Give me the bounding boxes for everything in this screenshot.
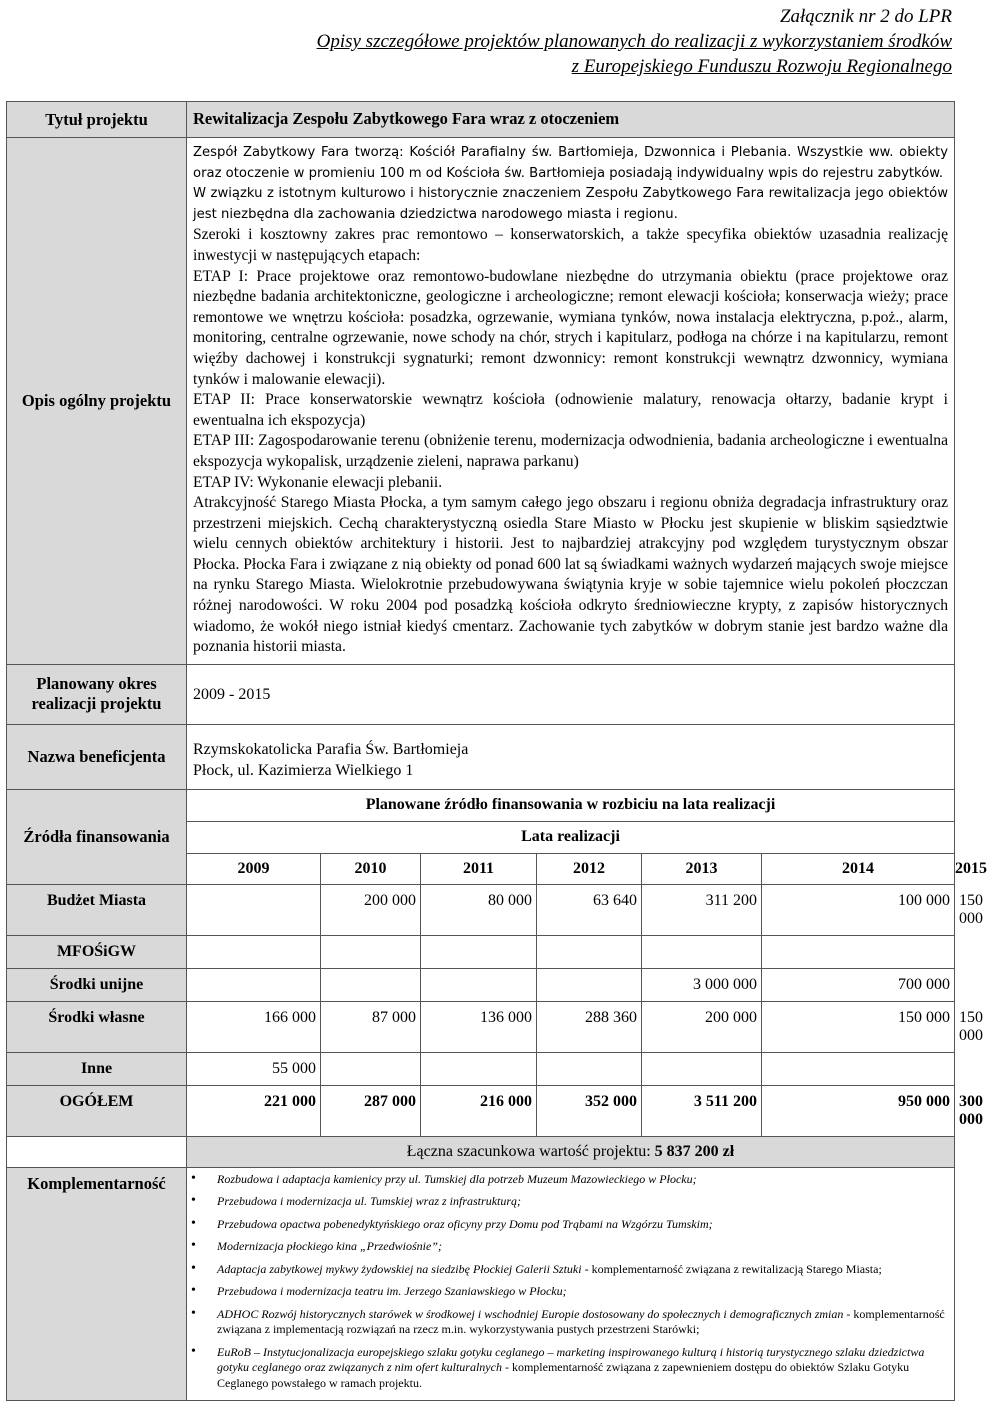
- description-paragraph: Atrakcyjność Starego Miasta Płocka, a tym samym całego jego obszaru i regionu obniża degradacja infrastruktury oraz przestrzeni miejskich. Cechą charakterystyczną osiedla Stare Miasto w Płocku jest skupienie w bliskim sąsiedztwie wielu cennych obiektów architektury i historii. Jest to najbardziej atrakcyjny pod względem turystycznym obszar Płocka. Płocka Fara i związane z nią obiekty od ponad 600 lat są świadkami ważnych wydarzeń mających swoje miejsce na rynku Starego Miasta. Wielokrotnie przebudowywana świątynia kryje w sobie tajemnice wielu pokoleń płoczczan różnej narodowości. W roku 2004 pod posadzką kościoła odkryto średniowieczne krypty, z zapisów historycznych wiadomo, że wokół niego istniał kiedyś cmentarz. Zachowanie tych zabytków w dobrym stanie jest bardzo ważne dla poznania historii miasta.: [193, 494, 949, 656]
- project-period: 2009 - 2015: [187, 664, 955, 724]
- value-cell: 221 000: [187, 1085, 321, 1136]
- value-cell: 200 000: [642, 1001, 762, 1052]
- list-item: [217, 1172, 950, 1188]
- value-cell: 352 000: [537, 1085, 642, 1136]
- value-cell: 3 000 000: [642, 968, 762, 1001]
- list-item-title: ADHOC Rozwój historycznych starówek w środkowej i wschodniej Europie dostosowany do społecznych i demograficznych zmian: [217, 1306, 844, 1321]
- beneficiary: [187, 724, 955, 789]
- value-cell: [642, 1052, 762, 1085]
- list-item: [217, 1262, 950, 1278]
- financing-row: Środki własne 166 000 87 000 136 000 288 360 200 000 150 000 150 000: [7, 1001, 955, 1052]
- value-cell: 3 511 200: [642, 1085, 762, 1136]
- description-stage-2: ETAP II: Prace konserwatorskie wewnątrz kościoła (odnowienie malatury, renowacja ołtarzy, badanie krypt i ewentualna ich ekspozycja): [193, 391, 949, 429]
- list-item-title: Rozbudowa i adaptacja kamienicy przy ul. Tumskiej dla potrzeb Muzeum Mazowieckiego w Płocku;: [217, 1171, 697, 1186]
- label-period: Planowany okres realizacji projektu: [7, 664, 187, 724]
- value-cell: [762, 935, 955, 968]
- complementarity-list: [187, 1168, 954, 1401]
- row-label: OGÓŁEM: [7, 1085, 187, 1136]
- value-cell: 136 000: [421, 1001, 537, 1052]
- row-label: Budżet Miasta: [7, 884, 187, 935]
- year-header: 2009: [187, 853, 321, 884]
- label-complementarity: Komplementarność: [7, 1167, 187, 1401]
- description-paragraph: W związku z istotnym kulturowo i historycznie znaczeniem Zespołu Zabytkowego Fara rewitalizacja jego obiektów jest niezbędna dla zachowania dziedzictwa narodowego miasta i regionu.: [193, 186, 949, 222]
- value-cell: [762, 1052, 955, 1085]
- year-header: 2010: [321, 853, 421, 884]
- value-cell: 87 000: [321, 1001, 421, 1052]
- document-title-line1: Opisy szczegółowe projektów planowanych do realizacji z wykorzystaniem środków: [316, 31, 952, 52]
- row-label: MFOŚiGW: [7, 935, 187, 968]
- attachment-label: Załącznik nr 2 do LPR: [779, 6, 952, 27]
- list-item-title: EuRoB – Instytucjonalizacja europejskiego szlaku gotyku ceglanego – marketing inspirowanego kulturą i historią turystycznego szlaku dziedzictwa gotyku ceglanego oraz związanych z nim ofert kulturalnych: [217, 1344, 925, 1375]
- value-cell: [537, 1052, 642, 1085]
- list-item-title: Adaptacja zabytkowej mykwy żydowskiej na siedzibę Płockiej Galerii Sztuki: [217, 1261, 582, 1276]
- list-item-title: Przebudowa i modernizacja teatru im. Jerzego Szaniawskiego w Płocku;: [217, 1284, 567, 1299]
- list-item-note: - komplementarność związana z zapewnieniem dostępu do obiektów Szlaku Gotyku Ceglanego powstałego w ramach projektu.: [217, 1360, 910, 1390]
- value-cell: [421, 1052, 537, 1085]
- complementarity-list-cell: [187, 1167, 955, 1401]
- financing-heading: Planowane źródło finansowania w rozbiciu na lata realizacji: [187, 789, 955, 821]
- year-header: 2013: [642, 853, 762, 884]
- row-label: Środki własne: [7, 1001, 187, 1052]
- financing-row: Budżet Miasta 200 000 80 000 63 640 311 200 100 000 150 000: [7, 884, 955, 935]
- value-cell: 311 200: [642, 884, 762, 935]
- year-header: 2014: [762, 853, 955, 884]
- value-cell: 166 000: [187, 1001, 321, 1052]
- value-cell: 150 000: [762, 1001, 955, 1052]
- description-stage-4: ETAP IV: Wykonanie elewacji plebanii.: [193, 473, 443, 491]
- list-item: [217, 1194, 950, 1210]
- project-total-value: [187, 1136, 955, 1167]
- description-stage-1: ETAP I: Prace projektowe oraz remontowo-budowlane niezbędne do utrzymania obiektu (prace projektowe oraz niezbędne badania architektoniczne, geologiczne i archeologiczne; remont elewacji kościoła; konserwacja wieży; prace remontowe we wnętrzu kościoła: posadzka, ogrzewanie, wymiana tynków, nowa instalacja elektryczna, p.poż., alarm, monitoring, centralne ogrzewanie, nowe schody na chór, strych i kapitularz, podłoga na chórze i na kapitularzu, remont więźby dachowej i konstrukcji sygnaturki; remont dzwonnicy: remont konstrukcji wewnątrz dzwonnicy, wymiana tynków i malowanie elewacji).: [193, 267, 949, 388]
- value-cell: [187, 968, 321, 1001]
- label-sources: Źródła finansowania: [7, 789, 187, 884]
- description-stage-3: ETAP III: Zagospodarowanie terenu (obniżenie terenu, modernizacja odwodnienia, badania archeologiczne i ewentualna ekspozycja wykopalisk, urządzenie zieleni, naprawa parkanu): [193, 432, 949, 470]
- value-cell: [187, 935, 321, 968]
- value-cell: 288 360: [537, 1001, 642, 1052]
- list-item: [217, 1345, 950, 1392]
- list-item-note: - komplementarność związana z implementacją rozwiązań na rzecz m.in. wykorzystywania pustych przestrzeni Starówki;: [217, 1306, 945, 1337]
- label-beneficiary: Nazwa beneficjenta: [7, 724, 187, 789]
- project-table: Tytuł projektu Rewitalizacja Zespołu Zabytkowego Fara wraz z otoczeniem Opis ogólny projektu Zespół Zabytkowy Fara tworzą: Kościół Parafialny św. Bartłomieja, Dzwonnica i Plebania. Wszystkie ww. obiekty oraz otoczenie w promieniu 100 m od Kościoła św. Bartłomieja posiadają indywidualny wpis do rejestru zabytków. W związku z istotnym kulturowo i historycznie znaczeniem Zespołu Zabytkowego Fara rewitalizacja jego obiektów jest niezbędna dla zachowania dziedzictwa narodowego miasta i regionu. Szeroki i kosztowny zakres prac remontowo – konserwatorskich, a także specyfika obiektów uzasadnia realizację inwestycji w następujących etapach: ETAP I: Prace projektowe oraz remontowo-budowlane niezbędne do utrzymania obiektu (prace projektowe oraz niezbędne badania architektoniczne, geologiczne i archeologiczne; remont elewacji kościoła; konserwacja wieży; prace remontowe we wnętrzu kościoła: posadzka, ogrzewanie, wymiana tynków, nowa instalacja elektryczna, p.poż., alarm, monitoring, centralne ogrzewanie, nowe schody na chór, strych i kapitularz, podłoga na chórze i na kapitularzu, remont więźby dachowej i konstrukcji sygnaturki; remont dzwonnicy: remont konstrukcji wewnątrz dzwonnicy, wymiana tynków i malowanie elewacji). ETAP II: Prace konserwatorskie wewnątrz kościoła (odnowienie malatury, renowacja ołtarzy, badanie krypt i ewentualna ich ekspozycja) ETAP III: Zagospodarowanie terenu (obniżenie terenu, modernizacja odwodnienia, badania archeologiczne i ewentualna ekspozycja wykopalisk, urządzenie zieleni, naprawa parkanu) ETAP IV: Wykonanie elewacji plebanii. Atrakcyjność Starego Miasta Płocka, a tym samym całego jego obszaru i regionu obniża degradacja infrastruktury oraz przestrzeni miejskich. Cechą charakterystyczną osiedla Stare Miasto w Płocku jest skupienie w bliskim sąsiedztwie wielu cennych obiektów architektury i historii. Jest to najbardziej atrakcyjny pod względem turystycznym obszar Płocka. Płocka Fara i związane z nią obiekty od ponad 600 lat są świadkami ważnych wydarzeń mających swoje miejsce na rynku Starego Miasta. Wielokrotnie przebudowywana świątynia kryje w sobie tajemnice wielu pokoleń płoczczan różnej narodowości. W roku 2004 pod posadzką kościoła odkryto średniowieczne krypty, z zapisów historycznych wiadomo, że wokół niego istniał kiedyś cmentarz. Zachowanie tych zabytków w dobrym stanie jest bardzo ważne dla poznania historii miasta. Planowany okres realizacji projektu 2009 - 2015 Nazwa beneficjenta Rzymskokatolicka Parafia Św. Bartłomieja Płock, ul. Kazimierza Wielkiego 1 Źródła finansowania Planowane źródło finansowania w rozbiciu na lata realizacji Lata realizacji 2009 2010 2011 2012 2013 2014 2015 Budżet Miasta 200 000 80 000 63 640 311 200 100 000 150 000 MFOŚiGW Środki unijne 3 000 000 700 000 Środki własne 166 000 87 000 136 000 288 360 200 000 150 000 150 000 Inne 55 000 OGÓŁEM 221 000 287 000 216 000 352 000 3 511 200 950 000 300 000 Łączna szacunkowa wartość projektu: 5 837 200 zł Komplementarność • Rozbudowa i adaptacja kamienicy przy ul. Tumskiej dla potrzeb Muzeum Mazowieckiego w Płocku; • Przebudowa i modernizacja ul. Tumskiej wraz z infrastrukturą; • Przebudowa opactwa pobenedyktyńskiego oraz oficyny przy Domu pod Trąbami na Wzgórzu Tumskim; • Modernizacja płockiego kina „Przedwiośnie”; • Adaptacja zabytkowej mykwy żydowskiej na siedzibę Płockiej Galerii Sztuki - komplementarność związana z rewitalizacją Starego Miasta; • Przebudowa i modernizacja teatru im. Jerzego Szaniawskiego w Płocku; • ADHOC Rozwój historycznych starówek w środkowej i wschodniej Europie dostosowany do społecznych i demograficznych zmian - komplementarność związana z implementacją rozwiązań na rzecz m.in. wykorzystywania pustych przestrzeni Starówki; • EuRoB – Instytucjonalizacja europejskiego szlaku gotyku ceglanego – marketing inspirowanego kulturą i historią turystycznego szlaku dziedzictwa gotyku ceglanego oraz związanych z nim ofert kulturalnych - komplementarność związana z zapewnieniem dostępu do obiektów Szlaku Gotyku Ceglanego powstałego w ramach projektu.: [6, 101, 955, 1401]
- financing-row: [7, 968, 955, 1001]
- value-cell: 950 000: [762, 1085, 955, 1136]
- value-cell: [537, 935, 642, 968]
- beneficiary-address: Płock, ul. Kazimierza Wielkiego 1: [193, 761, 414, 779]
- value-cell: [321, 935, 421, 968]
- row-label: Środki unijne: [7, 968, 187, 1001]
- value-cell: [321, 968, 421, 1001]
- document-title-line2: z Europejskiego Funduszu Rozwoju Regionalnego: [571, 56, 952, 77]
- list-item-title: Modernizacja płockiego kina „Przedwiośnie”;: [217, 1239, 442, 1254]
- list-item: [217, 1217, 950, 1233]
- financing-row: [7, 1052, 955, 1085]
- value-cell: 700 000: [762, 968, 955, 1001]
- value-cell: 287 000: [321, 1085, 421, 1136]
- list-item-title: Przebudowa i modernizacja ul. Tumskiej wraz z infrastrukturą;: [217, 1194, 522, 1209]
- year-header: 2012: [537, 853, 642, 884]
- project-description: [187, 138, 955, 665]
- list-item: [217, 1307, 950, 1338]
- beneficiary-name: Rzymskokatolicka Parafia Św. Bartłomieja: [193, 740, 469, 758]
- value-cell: 100 000: [762, 884, 955, 935]
- financing-subheading: Lata realizacji: [187, 821, 955, 853]
- row-label: Inne: [7, 1052, 187, 1085]
- list-item: [217, 1284, 950, 1300]
- value-cell: [537, 968, 642, 1001]
- financing-total-row: OGÓŁEM 221 000 287 000 216 000 352 000 3 511 200 950 000 300 000: [7, 1085, 955, 1136]
- label-title: Tytuł projektu: [7, 102, 187, 138]
- value-cell: 55 000: [187, 1052, 321, 1085]
- label-description: Opis ogólny projektu: [7, 138, 187, 665]
- value-cell: [421, 968, 537, 1001]
- value-cell: 200 000: [321, 884, 421, 935]
- financing-row: [7, 935, 955, 968]
- year-header: 2011: [421, 853, 537, 884]
- project-title: Rewitalizacja Zespołu Zabytkowego Fara wraz z otoczeniem: [187, 102, 955, 138]
- value-cell: [642, 935, 762, 968]
- list-item-note: - komplementarność związana z rewitalizacją Starego Miasta;: [581, 1261, 882, 1276]
- list-item-title: Przebudowa opactwa pobenedyktyńskiego oraz oficyny przy Domu pod Trąbami na Wzgórzu Tumskim;: [217, 1216, 713, 1231]
- empty-cell: [7, 1136, 187, 1167]
- value-cell: 63 640: [537, 884, 642, 935]
- value-cell: 80 000: [421, 884, 537, 935]
- value-cell: [187, 884, 321, 935]
- value-cell: [421, 935, 537, 968]
- value-cell: [321, 1052, 421, 1085]
- total-amount: 5 837 200 zł: [654, 1142, 735, 1160]
- document-header: [317, 4, 952, 79]
- value-cell: 216 000: [421, 1085, 537, 1136]
- list-item: [217, 1239, 950, 1255]
- description-paragraph: Szeroki i kosztowny zakres prac remontowo – konserwatorskich, a także specyfika obiektów uzasadnia realizację inwestycji w następujących etapach:: [193, 226, 949, 264]
- description-paragraph: Zespół Zabytkowy Fara tworzą: Kościół Parafialny św. Bartłomieja, Dzwonnica i Plebania. Wszystkie ww. obiekty oraz otoczenie w promieniu 100 m od Kościoła św. Bartłomieja posiadają indywidualny wpis do rejestru zabytków.: [193, 145, 949, 181]
- total-label: Łączna szacunkowa wartość projektu:: [406, 1142, 655, 1160]
